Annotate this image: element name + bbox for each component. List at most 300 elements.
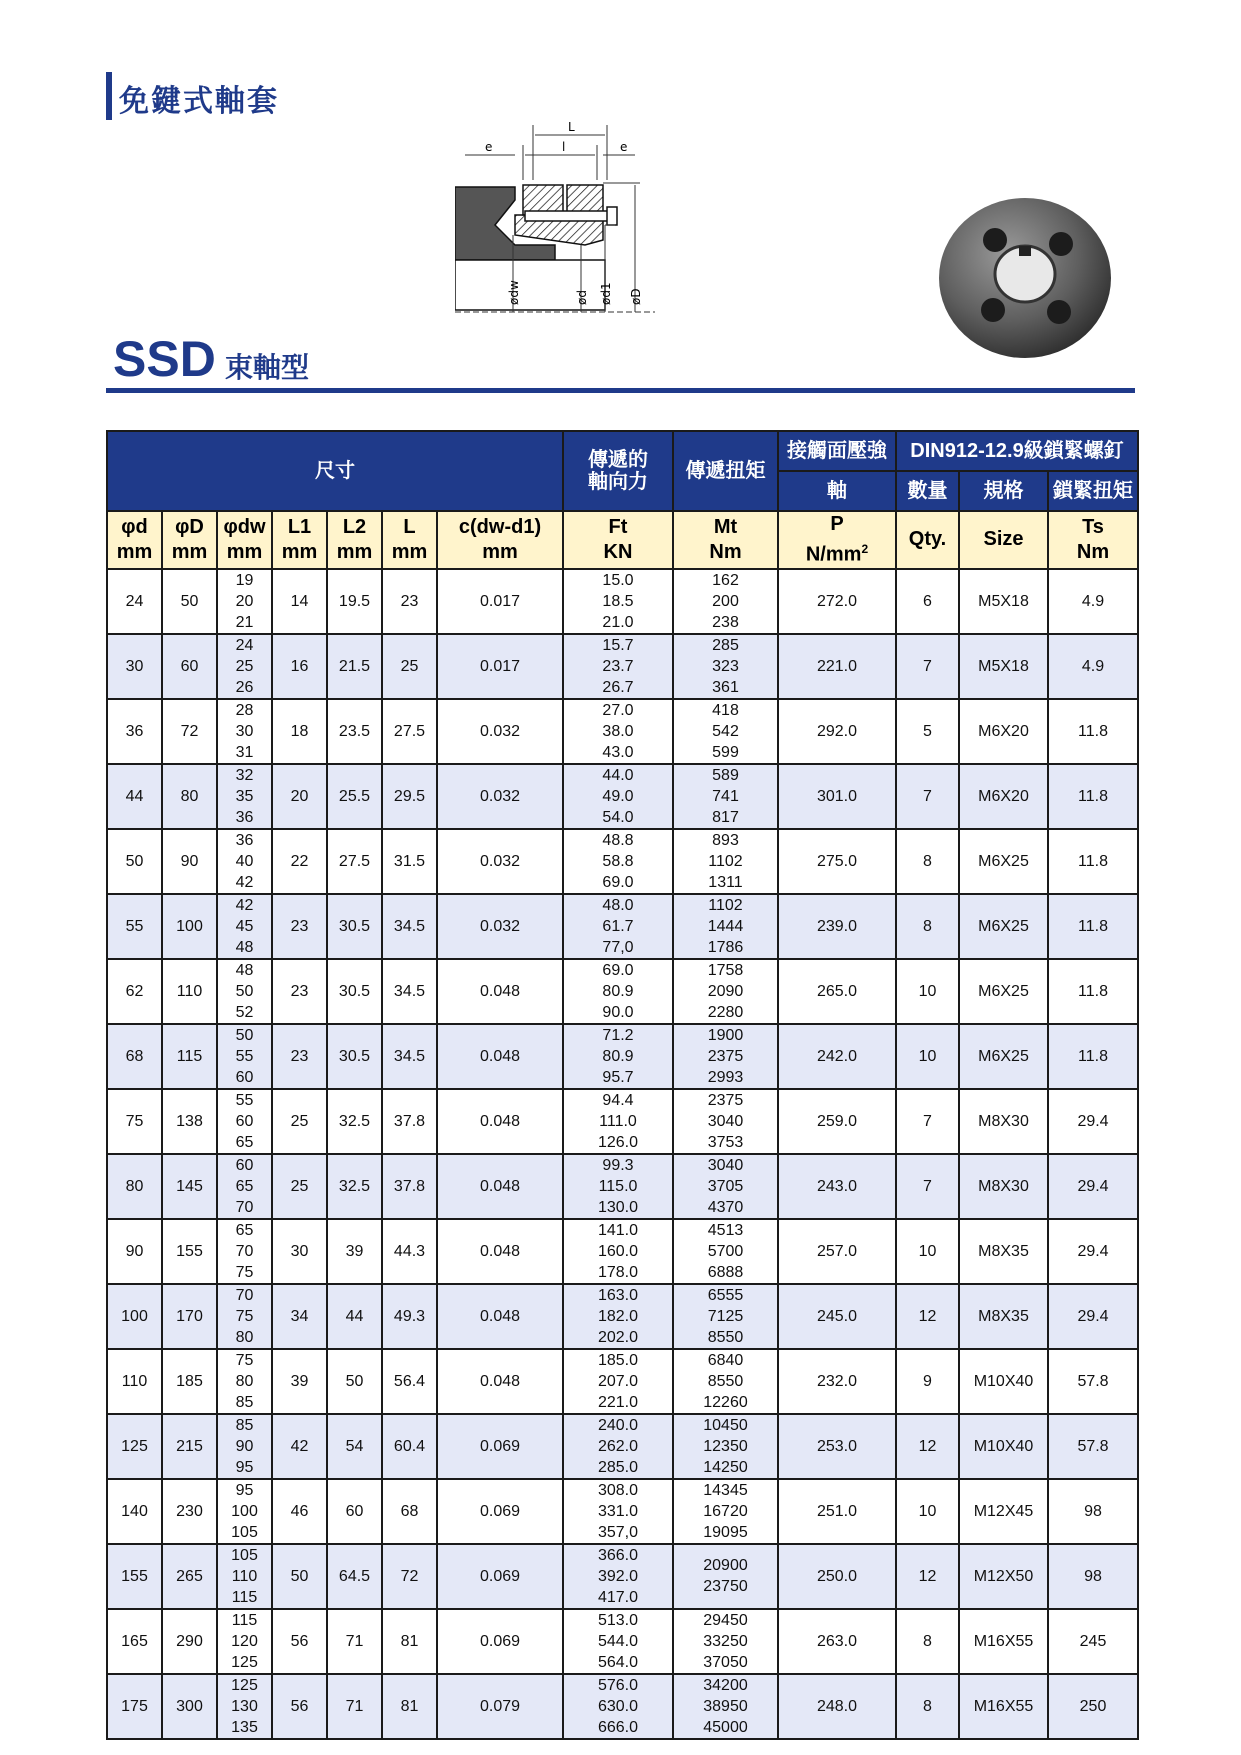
- product-type: 束軸型: [225, 351, 310, 384]
- cell-L1: 56: [272, 1674, 327, 1739]
- cell-dw: [217, 829, 272, 894]
- cell-Mt-value: 3753: [707, 1133, 744, 1151]
- column-unit-text: mm: [171, 540, 208, 563]
- cell-d: 36: [107, 699, 162, 764]
- screw-size-cn: 規格: [959, 471, 1048, 511]
- cell-L: 31.5: [382, 829, 437, 894]
- cell-D: 230: [162, 1479, 217, 1544]
- cell-Mt: [673, 1154, 778, 1219]
- cell-Mt-value: 38950: [703, 1697, 748, 1715]
- cell-Ft-value: 69.0: [602, 961, 634, 979]
- cell-qty: 6: [896, 569, 959, 634]
- column-symbol: L2: [342, 515, 367, 538]
- cell-Mt-value: 361: [712, 678, 739, 696]
- cell-Ft-value: 15.7: [602, 636, 634, 654]
- cell-Ft-value: 207.0: [597, 1372, 639, 1390]
- cell-L1: 34: [272, 1284, 327, 1349]
- cell-Mt-value: 10450: [703, 1416, 748, 1434]
- cell-Ft: [563, 1154, 673, 1219]
- cell-qty: 8: [896, 894, 959, 959]
- cell-Mt-value: 5700: [707, 1242, 744, 1260]
- dim-L-label: L: [568, 120, 575, 134]
- cell-dw-value: 90: [235, 1437, 254, 1455]
- cell-Ft-value: 202.0: [597, 1328, 639, 1346]
- cell-size: M5X18: [959, 569, 1048, 634]
- cell-dw-value: 36: [235, 808, 254, 826]
- cell-P: 243.0: [778, 1154, 896, 1219]
- cell-Ft-value: 160.0: [597, 1242, 639, 1260]
- cell-qty: 7: [896, 1154, 959, 1219]
- cell-dw: [217, 1089, 272, 1154]
- cell-Mt-value: 2280: [707, 1003, 744, 1021]
- column-unit-text: mm: [281, 540, 318, 563]
- cell-P: 245.0: [778, 1284, 896, 1349]
- cell-L1: 56: [272, 1609, 327, 1674]
- cell-c: 0.017: [437, 569, 563, 634]
- column-header: [327, 511, 382, 569]
- cell-Ft-value: 94.4: [602, 1091, 634, 1109]
- product-image: [935, 188, 1115, 368]
- cell-L: 49.3: [382, 1284, 437, 1349]
- cell-Ft: [563, 959, 673, 1024]
- table-row: [107, 894, 1138, 959]
- column-unit: [108, 540, 161, 565]
- cell-L2: 32.5: [327, 1089, 382, 1154]
- cell-dw: [217, 1154, 272, 1219]
- cell-Mt: [673, 1089, 778, 1154]
- cell-Ft-value: 366.0: [597, 1546, 639, 1564]
- cell-Ft-value: 130.0: [597, 1198, 639, 1216]
- column-unit-text: mm: [336, 540, 373, 563]
- column-symbol: Ts: [1082, 515, 1104, 538]
- cell-L1: 39: [272, 1349, 327, 1414]
- cell-P: 257.0: [778, 1219, 896, 1284]
- dim-D-label: øD: [629, 288, 643, 305]
- cell-d: 165: [107, 1609, 162, 1674]
- cell-D: 170: [162, 1284, 217, 1349]
- cell-d: 90: [107, 1219, 162, 1284]
- cell-d: 175: [107, 1674, 162, 1739]
- cell-Ft-value: 331.0: [597, 1502, 639, 1520]
- cell-qty: 10: [896, 1219, 959, 1284]
- cell-d: 75: [107, 1089, 162, 1154]
- cell-c: 0.017: [437, 634, 563, 699]
- table-row: [107, 1349, 1138, 1414]
- group-pressure: 接觸面壓強: [778, 431, 896, 471]
- cell-Mt-value: 6840: [707, 1351, 744, 1369]
- cell-Ft-value: 163.0: [597, 1286, 639, 1304]
- column-header: [778, 511, 896, 569]
- cell-Mt-value: 3040: [707, 1156, 744, 1174]
- cell-Ft-value: 18.5: [602, 592, 634, 610]
- table-row: [107, 959, 1138, 1024]
- cell-Ft-value: 308.0: [597, 1481, 639, 1499]
- cell-D: 145: [162, 1154, 217, 1219]
- table-row: [107, 1089, 1138, 1154]
- cell-Ft-value: 80.9: [602, 1047, 634, 1065]
- dim-d-label: ød: [575, 290, 589, 305]
- cell-L1: 25: [272, 1089, 327, 1154]
- cell-L2: 25.5: [327, 764, 382, 829]
- dim-d1-label: ød1: [599, 282, 613, 305]
- column-unit-text: mm: [116, 540, 153, 563]
- cell-ts: 57.8: [1048, 1414, 1138, 1479]
- cell-dw-value: 120: [231, 1632, 258, 1650]
- cell-d: 110: [107, 1349, 162, 1414]
- cell-Mt-value: 2090: [707, 982, 744, 1000]
- cell-Mt: [673, 1674, 778, 1739]
- table-row: [107, 1479, 1138, 1544]
- cell-Ft: [563, 764, 673, 829]
- cell-Mt-value: 1444: [707, 917, 744, 935]
- cell-Mt: [673, 1284, 778, 1349]
- cell-Ft: [563, 1674, 673, 1739]
- cell-dw-value: 35: [235, 787, 254, 805]
- cell-qty: 9: [896, 1349, 959, 1414]
- cell-dw-value: 100: [231, 1502, 258, 1520]
- cell-L1: 50: [272, 1544, 327, 1609]
- table-row: [107, 1414, 1138, 1479]
- cell-P: 232.0: [778, 1349, 896, 1414]
- cell-dw-value: 80: [235, 1328, 254, 1346]
- cell-L: 81: [382, 1674, 437, 1739]
- cell-dw-value: 45: [235, 917, 254, 935]
- column-header: [217, 511, 272, 569]
- cell-Mt: [673, 1219, 778, 1284]
- cell-dw-value: 80: [235, 1372, 254, 1390]
- cell-dw-value: 52: [235, 1003, 254, 1021]
- cell-Mt-value: 589: [712, 766, 739, 784]
- cell-L1: 30: [272, 1219, 327, 1284]
- cell-ts: 245: [1048, 1609, 1138, 1674]
- cell-d: 155: [107, 1544, 162, 1609]
- cell-qty: 10: [896, 1479, 959, 1544]
- cell-dw-value: 48: [235, 938, 254, 956]
- cell-L: 29.5: [382, 764, 437, 829]
- cell-dw: [217, 569, 272, 634]
- column-unit: [273, 540, 326, 565]
- column-symbol: Mt: [713, 515, 738, 538]
- dim-e-right-label: e: [620, 140, 628, 154]
- cell-L1: 14: [272, 569, 327, 634]
- cell-Mt-value: 45000: [703, 1718, 748, 1736]
- cell-ts: 4.9: [1048, 569, 1138, 634]
- cell-dw: [217, 959, 272, 1024]
- cell-d: 140: [107, 1479, 162, 1544]
- cell-size: M8X30: [959, 1154, 1048, 1219]
- cell-Ft-value: 71.2: [602, 1026, 634, 1044]
- cell-L1: 23: [272, 959, 327, 1024]
- cell-c: 0.069: [437, 1609, 563, 1674]
- cell-ts: 29.4: [1048, 1154, 1138, 1219]
- cell-Ft-value: 357,0: [597, 1523, 639, 1541]
- cell-Ft-value: 285.0: [597, 1458, 639, 1476]
- cell-Mt-value: 12260: [703, 1393, 748, 1411]
- cell-L2: 54: [327, 1414, 382, 1479]
- cell-D: 110: [162, 959, 217, 1024]
- cell-Ft: [563, 1414, 673, 1479]
- cell-Ft-value: 54.0: [602, 808, 634, 826]
- cell-dw: [217, 1479, 272, 1544]
- table-row: [107, 1544, 1138, 1609]
- cell-size: M8X35: [959, 1284, 1048, 1349]
- cell-Ft-value: 392.0: [597, 1567, 639, 1585]
- cell-Mt-value: 599: [712, 743, 739, 761]
- cell-Mt-value: 12350: [703, 1437, 748, 1455]
- cell-Ft-value: 417.0: [597, 1588, 639, 1606]
- product-code: SSD: [113, 331, 216, 387]
- table-row: [107, 1024, 1138, 1089]
- cell-dw-value: 110: [231, 1567, 258, 1585]
- cell-dw-value: 95: [235, 1481, 254, 1499]
- column-unit-text: Nm: [709, 540, 742, 563]
- dim-dw-label: ødw: [507, 280, 521, 305]
- cell-Mt-value: 817: [712, 808, 739, 826]
- cell-L2: 71: [327, 1609, 382, 1674]
- cell-Mt-value: 7125: [707, 1307, 744, 1325]
- cell-Ft-value: 126.0: [597, 1133, 639, 1151]
- cell-Mt-value: 19095: [703, 1523, 748, 1541]
- cell-Ft-value: 99.3: [602, 1156, 634, 1174]
- cell-Ft-value: 141.0: [597, 1221, 639, 1239]
- cell-d: 62: [107, 959, 162, 1024]
- cell-dw-value: 75: [235, 1263, 254, 1281]
- cell-Ft: [563, 699, 673, 764]
- cell-d: 30: [107, 634, 162, 699]
- column-header: [382, 511, 437, 569]
- cell-d: 44: [107, 764, 162, 829]
- column-unit: [328, 540, 381, 565]
- cell-dw-value: 42: [235, 873, 254, 891]
- cell-P: 221.0: [778, 634, 896, 699]
- cell-c: 0.032: [437, 764, 563, 829]
- cell-Ft: [563, 1609, 673, 1674]
- cell-Ft-value: 513.0: [597, 1611, 639, 1629]
- cell-qty: 10: [896, 959, 959, 1024]
- cell-qty: 8: [896, 829, 959, 894]
- cell-dw-value: 125: [231, 1676, 258, 1694]
- cell-Ft: [563, 1024, 673, 1089]
- cell-Mt-value: 2993: [707, 1068, 744, 1086]
- cell-Mt-value: 23750: [703, 1578, 748, 1596]
- cell-L: 37.8: [382, 1089, 437, 1154]
- cell-dw-value: 21: [235, 613, 254, 631]
- cell-L2: 27.5: [327, 829, 382, 894]
- cell-Ft-value: 61.7: [602, 917, 634, 935]
- column-unit: [438, 540, 562, 565]
- cell-dw: [217, 1609, 272, 1674]
- cell-Ft: [563, 569, 673, 634]
- column-symbol: φdw: [223, 515, 266, 538]
- cell-Mt-value: 1900: [707, 1026, 744, 1044]
- cell-Ft: [563, 1089, 673, 1154]
- group-force-label: 傳遞的軸向力: [588, 449, 648, 493]
- cell-L: 60.4: [382, 1414, 437, 1479]
- column-header: [272, 511, 327, 569]
- header-accent-bar: [106, 72, 112, 120]
- cell-Mt: [673, 1024, 778, 1089]
- cell-size: M12X50: [959, 1544, 1048, 1609]
- cell-Ft-value: 111.0: [599, 1112, 637, 1130]
- cell-size: M10X40: [959, 1414, 1048, 1479]
- cell-size: M6X25: [959, 829, 1048, 894]
- cell-P: 253.0: [778, 1414, 896, 1479]
- column-unit: [564, 540, 672, 565]
- cell-D: 215: [162, 1414, 217, 1479]
- table-row: [107, 634, 1138, 699]
- cell-Ft-value: 21.0: [602, 613, 634, 631]
- cell-P: 263.0: [778, 1609, 896, 1674]
- cell-dw-value: 135: [231, 1718, 258, 1736]
- cell-Mt-value: 37050: [703, 1653, 748, 1671]
- cell-dw: [217, 1219, 272, 1284]
- cell-Ft-value: 80.9: [602, 982, 634, 1000]
- cell-Ft-value: 49.0: [602, 787, 634, 805]
- cell-Ft-value: 115.0: [598, 1177, 638, 1195]
- cell-Ft-value: 630.0: [597, 1697, 639, 1715]
- cell-Mt: [673, 1349, 778, 1414]
- cell-ts: 57.8: [1048, 1349, 1138, 1414]
- cell-dw-value: 25: [235, 657, 254, 675]
- column-unit-text: Nm: [1076, 540, 1110, 563]
- cell-Ft-value: 544.0: [597, 1632, 639, 1650]
- cell-Mt-value: 893: [712, 831, 739, 849]
- cell-L1: 20: [272, 764, 327, 829]
- cell-ts: 29.4: [1048, 1284, 1138, 1349]
- header-row-columns: [107, 511, 1138, 569]
- cell-Ft-value: 44.0: [602, 766, 634, 784]
- column-symbol: c(dw-d1): [458, 515, 542, 538]
- cell-Mt: [673, 1609, 778, 1674]
- cell-Mt-value: 323: [712, 657, 739, 675]
- column-header: [1048, 511, 1138, 569]
- cell-L2: 64.5: [327, 1544, 382, 1609]
- cell-D: 155: [162, 1219, 217, 1284]
- cell-P: 239.0: [778, 894, 896, 959]
- cell-L: 34.5: [382, 959, 437, 1024]
- column-symbol: φD: [175, 515, 204, 538]
- cell-dw: [217, 1349, 272, 1414]
- cell-Mt-value: 2375: [707, 1091, 744, 1109]
- cell-Ft-value: 221.0: [597, 1393, 639, 1411]
- cell-dw: [217, 1284, 272, 1349]
- cell-L1: 22: [272, 829, 327, 894]
- page-title: 免鍵式軸套: [119, 84, 279, 119]
- cell-P: 275.0: [778, 829, 896, 894]
- cell-size: M6X20: [959, 699, 1048, 764]
- cell-P: 301.0: [778, 764, 896, 829]
- cell-dw-value: 115: [231, 1588, 258, 1606]
- cell-Mt-value: 418: [712, 701, 739, 719]
- cell-Mt-value: 6555: [707, 1286, 744, 1304]
- cell-D: 100: [162, 894, 217, 959]
- column-header: [896, 511, 959, 569]
- header-row-groups: [107, 431, 1138, 471]
- cell-Ft-value: 77,0: [602, 938, 634, 956]
- cell-c: 0.079: [437, 1674, 563, 1739]
- cell-dw-value: 42: [235, 896, 254, 914]
- cell-d: 125: [107, 1414, 162, 1479]
- cell-qty: 7: [896, 764, 959, 829]
- cell-dw-value: 26: [235, 678, 254, 696]
- cell-dw: [217, 1024, 272, 1089]
- cell-Ft-value: 262.0: [597, 1437, 639, 1455]
- cell-Mt-value: 20900: [703, 1557, 748, 1575]
- cell-dw: [217, 634, 272, 699]
- cell-qty: 12: [896, 1414, 959, 1479]
- cell-Ft-value: 69.0: [602, 873, 634, 891]
- cell-P: 292.0: [778, 699, 896, 764]
- column-unit-text: mm: [226, 540, 263, 563]
- cell-Mt: [673, 764, 778, 829]
- cell-dw-value: 20: [235, 592, 254, 610]
- table-row: [107, 1609, 1138, 1674]
- cell-Mt-value: 2375: [707, 1047, 744, 1065]
- cell-Ft-value: 27.0: [602, 701, 634, 719]
- cell-dw-value: 70: [235, 1286, 254, 1304]
- cell-Ft-value: 95.7: [602, 1068, 634, 1086]
- cell-c: 0.032: [437, 699, 563, 764]
- cell-Mt-value: 4513: [707, 1221, 744, 1239]
- table-row: [107, 569, 1138, 634]
- cell-dw-value: 115: [231, 1611, 258, 1629]
- cell-L: 68: [382, 1479, 437, 1544]
- column-header: [437, 511, 563, 569]
- cell-D: 90: [162, 829, 217, 894]
- cell-Mt-value: 1102: [708, 852, 743, 870]
- cell-dw-value: 75: [235, 1307, 254, 1325]
- cell-Ft: [563, 1219, 673, 1284]
- column-header: [107, 511, 162, 569]
- cell-c: 0.069: [437, 1544, 563, 1609]
- cell-Mt: [673, 894, 778, 959]
- cell-c: 0.048: [437, 1089, 563, 1154]
- cell-Mt: [673, 1479, 778, 1544]
- cell-L2: 60: [327, 1479, 382, 1544]
- column-symbol: Qty.: [908, 528, 947, 551]
- cell-L1: 46: [272, 1479, 327, 1544]
- column-unit: [674, 540, 777, 565]
- cell-size: M6X25: [959, 959, 1048, 1024]
- cell-c: 0.048: [437, 1349, 563, 1414]
- cell-c: 0.032: [437, 829, 563, 894]
- cell-Ft: [563, 634, 673, 699]
- dim-l-label: l: [562, 140, 566, 154]
- screw-torque-cn: 鎖緊扭矩: [1048, 471, 1138, 511]
- cell-P: 272.0: [778, 569, 896, 634]
- cell-Mt-value: 29450: [703, 1611, 748, 1629]
- cell-L2: 32.5: [327, 1154, 382, 1219]
- cell-dw: [217, 894, 272, 959]
- cell-c: 0.048: [437, 959, 563, 1024]
- cell-Mt-value: 14345: [703, 1481, 748, 1499]
- cell-L2: 30.5: [327, 959, 382, 1024]
- column-header: [162, 511, 217, 569]
- column-unit-text: mm: [482, 540, 518, 563]
- cell-Mt-value: 542: [712, 722, 739, 740]
- cell-dw-value: 24: [235, 636, 254, 654]
- cell-L: 56.4: [382, 1349, 437, 1414]
- cell-Ft-value: 38.0: [602, 722, 634, 740]
- cell-c: 0.069: [437, 1479, 563, 1544]
- cell-D: 185: [162, 1349, 217, 1414]
- cell-Ft-value: 48.0: [602, 896, 634, 914]
- cell-d: 55: [107, 894, 162, 959]
- cell-dw: [217, 1414, 272, 1479]
- cell-Ft-value: 666.0: [597, 1718, 639, 1736]
- cell-Ft-value: 564.0: [597, 1653, 639, 1671]
- cell-dw-value: 70: [235, 1242, 254, 1260]
